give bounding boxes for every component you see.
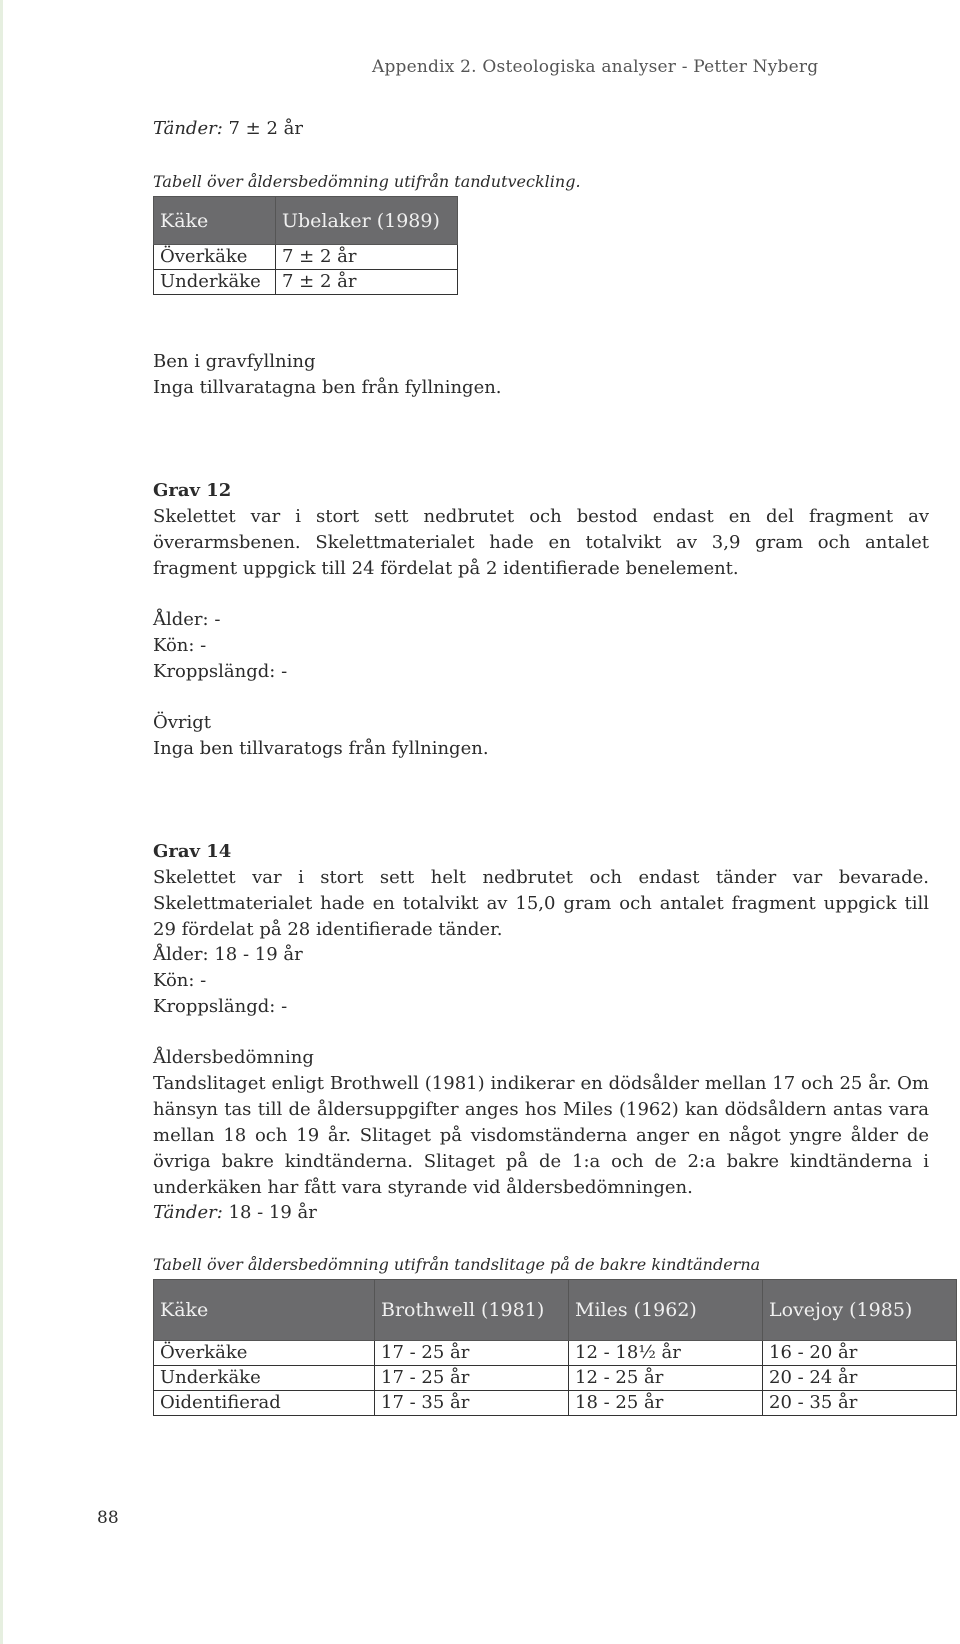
page-number: 88 <box>97 1508 119 1528</box>
table-header-row <box>154 1280 957 1341</box>
table-header-row <box>154 197 458 245</box>
table-cell: 12 - 25 år <box>569 1366 763 1391</box>
column-header: Käke <box>154 1280 375 1341</box>
table-cell: 16 - 20 år <box>763 1341 957 1366</box>
grav14-description: Skelettet var i stort sett helt nedbrutet och endast tänder var bevarade. Skelettmaterialet hade en totalvikt av 15,0 gram och antalet fragment uppgick till 29 fördelat på 28 identifierade tänder. <box>153 867 929 940</box>
table-cell: Underkäke <box>154 1366 375 1391</box>
grav14-sex: Kön: - <box>153 970 207 991</box>
teeth-estimate <box>153 116 303 142</box>
grav14-heading: Grav 14 <box>153 841 232 862</box>
column-header: Lovejoy (1985) <box>763 1280 957 1341</box>
grav12-sex: Kön: - <box>153 635 207 656</box>
teeth-value: 7 ± 2 år <box>222 118 303 139</box>
table-cell: 7 ± 2 år <box>276 245 458 270</box>
dental-development-table <box>153 196 458 295</box>
grav12-stature: Kroppslängd: - <box>153 661 288 682</box>
fill-text: Inga tillvaratagna ben från fyllningen. <box>153 377 502 398</box>
grav14-assessment-text: Tandslitaget enligt Brothwell (1981) indikerar en dödsålder mellan 17 och 25 år. Om hänsyn tas till de åldersuppgifter anges hos Miles (1962) kan dödsåldern antas vara mellan 18 och 19 år. Slitaget på visdomständerna anger en något yngre ålder de övriga bakre kindtänderna. Slitaget på de 1:a och de 2:a bakre kindtänderna i underkäken har fått vara styrande vid åldersbedömningen. <box>153 1073 929 1198</box>
table-cell: 7 ± 2 år <box>276 270 458 295</box>
grav14-teeth-estimate <box>153 1200 317 1226</box>
table-cell: Underkäke <box>154 270 276 295</box>
table-row <box>154 1391 957 1416</box>
dental-wear-table <box>153 1279 957 1416</box>
table-caption: Tabell över åldersbedömning utifrån tandslitage på de bakre kindtänderna <box>153 1255 761 1274</box>
page-edge <box>0 0 3 1644</box>
table-row <box>154 245 458 270</box>
table-cell: Överkäke <box>154 1341 375 1366</box>
column-header: Miles (1962) <box>569 1280 763 1341</box>
table-cell: 18 - 25 år <box>569 1391 763 1416</box>
teeth-label: Tänder: <box>153 118 223 139</box>
grav12-description: Skelettet var i stort sett nedbrutet och bestod endast en del fragment av överarmsbenen. Skelettmaterialet hade en totalvikt av 3,9 gram och antalet fragment uppgick till 24 fördelat på 2 identifierade benelement. <box>153 506 929 579</box>
table-cell: 17 - 25 år <box>375 1341 569 1366</box>
table-cell: 20 - 24 år <box>763 1366 957 1391</box>
teeth-label: Tänder: <box>153 1202 223 1223</box>
grav12-age: Ålder: - <box>153 609 221 630</box>
table-row <box>154 1366 957 1391</box>
grav14-assessment-heading: Åldersbedömning <box>153 1047 314 1068</box>
table-row <box>154 1341 957 1366</box>
teeth-value: 18 - 19 år <box>222 1202 317 1223</box>
table-cell: 12 - 18½ år <box>569 1341 763 1366</box>
fill-heading: Ben i gravfyllning <box>153 351 316 372</box>
table-cell: Överkäke <box>154 245 276 270</box>
table-cell: 20 - 35 år <box>763 1391 957 1416</box>
table-cell: Oidentifierad <box>154 1391 375 1416</box>
grav14-stature: Kroppslängd: - <box>153 996 288 1017</box>
grav12-other-heading: Övrigt <box>153 712 212 733</box>
column-header: Ubelaker (1989) <box>276 197 458 245</box>
column-header: Käke <box>154 197 276 245</box>
table-row <box>154 270 458 295</box>
table-caption: Tabell över åldersbedömning utifrån tandutveckling. <box>153 172 581 191</box>
table-cell: 17 - 35 år <box>375 1391 569 1416</box>
grav12-other-text: Inga ben tillvaratogs från fyllningen. <box>153 738 489 759</box>
column-header: Brothwell (1981) <box>375 1280 569 1341</box>
grav12-heading: Grav 12 <box>153 480 232 501</box>
table-cell: 17 - 25 år <box>375 1366 569 1391</box>
running-header: Appendix 2. Osteologiska analyser - Petter Nyberg <box>372 57 819 77</box>
grav14-age: Ålder: 18 - 19 år <box>153 944 303 965</box>
